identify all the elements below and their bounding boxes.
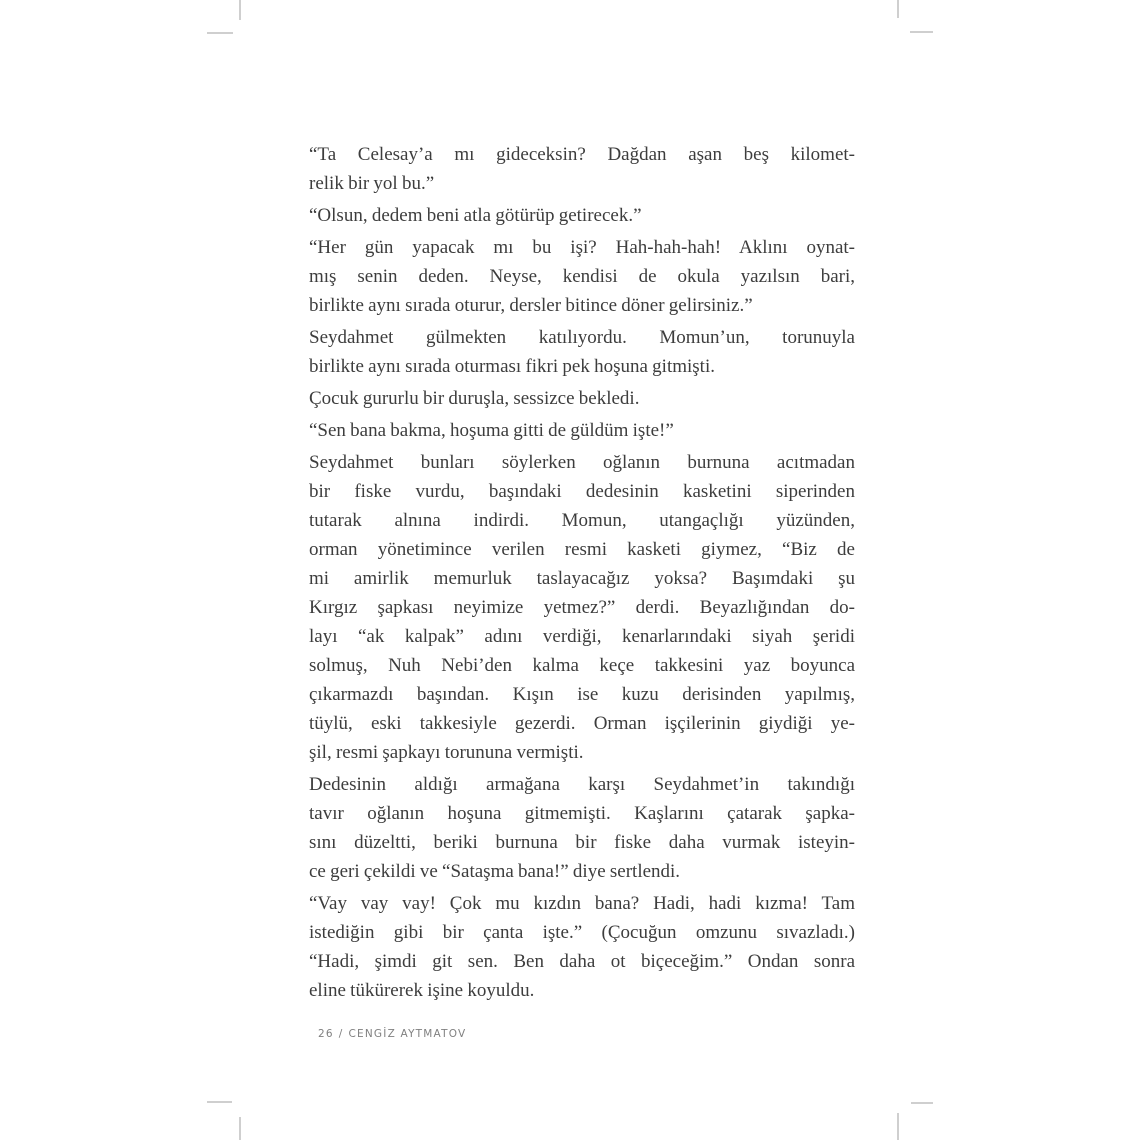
text-line: “Hadi, şimdi git sen. Ben daha ot biçeceğim.” Ondan sonra	[309, 951, 855, 972]
text-line: mış senin deden. Neyse, kendisi de okula yazılsın bari,	[309, 266, 855, 287]
crop-mark-top-left-horizontal	[207, 32, 233, 34]
text-line: tavır oğlanın hoşuna gitmemişti. Kaşlarını çatarak şapka-	[309, 803, 855, 824]
crop-mark-top-right-horizontal	[910, 31, 933, 33]
crop-mark-bottom-right-horizontal	[911, 1102, 933, 1104]
paragraph	[309, 140, 855, 198]
text-line: Kırgız şapkası neyimize yetmez?” derdi. Beyazlığından do-	[309, 597, 855, 618]
text-line: ce geri çekildi ve “Sataşma bana!” diye sertlendi.	[309, 861, 681, 882]
crop-mark-top-left-vertical	[239, 0, 241, 20]
text-line: tüylü, eski takkesiyle gezerdi. Orman işçilerinin giydiği ye-	[309, 713, 855, 734]
text-line: birlikte aynı sırada oturur, dersler bitince döner gelirsiniz.”	[309, 295, 753, 316]
text-line: eline tükürerek işine koyuldu.	[309, 980, 535, 1001]
page-number: 26	[318, 1028, 334, 1040]
text-line: orman yönetimince verilen resmi kasketi giymez, “Biz de	[309, 539, 855, 560]
text-line: şil, resmi şapkayı torununa vermişti.	[309, 742, 584, 763]
text-line: istediğin gibi bir çanta işte.” (Çocuğun omzunu sıvazladı.)	[309, 922, 855, 943]
paragraph	[309, 448, 855, 767]
text-line: Çocuk gururlu bir duruşla, sessizce bekledi.	[309, 388, 640, 409]
text-line: solmuş, Nuh Nebi’den kalma keçe takkesini yaz boyunca	[309, 655, 855, 676]
paragraph	[309, 384, 855, 413]
text-line: Dedesinin aldığı armağana karşı Seydahmet’in takındığı	[309, 774, 855, 795]
text-line: birlikte aynı sırada oturması fikri pek hoşuna gitmişti.	[309, 356, 715, 377]
text-line: mi amirlik memurluk taslayacağız yoksa? Başımdaki şu	[309, 568, 855, 589]
paragraph	[309, 233, 855, 320]
paragraph	[309, 770, 855, 886]
page-footer	[318, 1028, 466, 1040]
text-line: çıkarmazdı başından. Kışın ise kuzu derisinden yapılmış,	[309, 684, 855, 705]
paragraph	[309, 416, 855, 445]
text-block	[309, 140, 855, 1005]
text-line: sını düzeltti, beriki burnuna bir fiske daha vurmak isteyin-	[309, 832, 855, 853]
text-line: relik bir yol bu.”	[309, 173, 435, 194]
text-line: Seydahmet gülmekten katılıyordu. Momun’un, torunuyla	[309, 327, 855, 348]
footer-separator: /	[338, 1028, 344, 1040]
crop-mark-bottom-right-vertical	[897, 1113, 899, 1140]
text-line: “Sen bana bakma, hoşuma gitti de güldüm işte!”	[309, 420, 674, 441]
paragraph	[309, 201, 855, 230]
footer-author: CENGİZ AYTMATOV	[348, 1028, 467, 1040]
text-line: “Ta Celesay’a mı gideceksin? Dağdan aşan beş kilomet-	[309, 144, 855, 165]
text-line: layı “ak kalpak” adını verdiği, kenarlarındaki siyah şeridi	[309, 626, 855, 647]
text-line: “Her gün yapacak mı bu işi? Hah-hah-hah! Aklını oynat-	[309, 237, 855, 258]
paragraph	[309, 323, 855, 381]
paragraph	[309, 889, 855, 1005]
text-line: tutarak alnına indirdi. Momun, utangaçlığı yüzünden,	[309, 510, 855, 531]
crop-mark-bottom-left-horizontal	[207, 1101, 232, 1103]
text-line: bir fiske vurdu, başındaki dedesinin kasketini siperinden	[309, 481, 855, 502]
text-line: “Vay vay vay! Çok mu kızdın bana? Hadi, hadi kızma! Tam	[309, 893, 855, 914]
crop-mark-bottom-left-vertical	[239, 1117, 241, 1140]
text-line: Seydahmet bunları söylerken oğlanın burnuna acıtmadan	[309, 452, 855, 473]
crop-mark-top-right-vertical	[897, 0, 899, 18]
text-line: “Olsun, dedem beni atla götürüp getirecek.”	[309, 205, 642, 226]
